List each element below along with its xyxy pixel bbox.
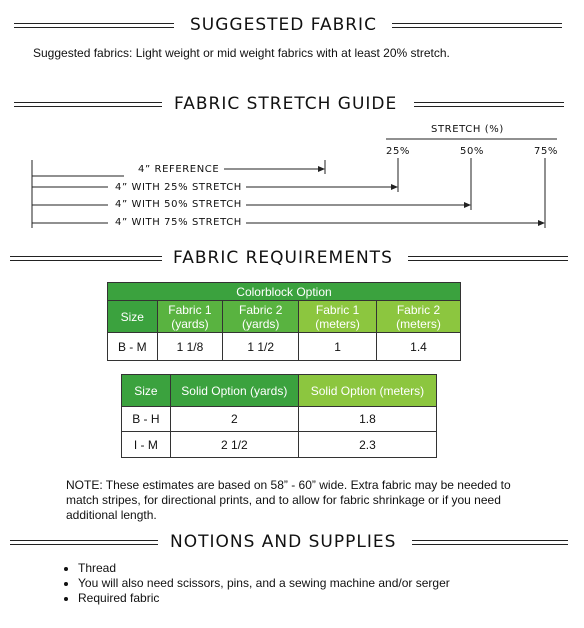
section-heading-notions [0,532,584,556]
heading-title: NOTIONS AND SUPPLIES [170,532,397,552]
heading-title: SUGGESTED FABRIC [190,15,377,35]
stretch-col-ticks [325,158,545,228]
solid-header-meters: Solid Option (meters) [298,375,436,407]
table-cell: 1.4 [377,333,461,361]
table-cell: 1 [299,333,377,361]
table-row [122,432,437,458]
stretch-guide-diagram [0,0,584,240]
table-cell: 1 1/2 [223,333,299,361]
heading-title: FABRIC REQUIREMENTS [173,248,393,268]
section-heading-fabric-requirements [0,248,584,272]
table-cell: 1 1/8 [157,333,223,361]
stretch-col-75: 75% [534,146,559,157]
stretch-col-25: 25% [386,146,411,157]
colorblock-title: Colorblock Option [108,283,461,301]
suggested-fabric-text: Suggested fabrics: Light weight or mid weight fabrics with at least 20% stretch. [33,46,450,60]
table-cell: I - M [122,432,171,458]
heading-rule-left [10,256,162,261]
stretch-row-label-50: 4” WITH 50% STRETCH [115,199,242,210]
stretch-arrow-75 [32,220,545,226]
heading-rule-left [10,540,158,545]
stretch-arrow-25 [32,184,398,190]
table-cell: 2.3 [298,432,436,458]
stretch-row-label-75: 4” WITH 75% STRETCH [115,217,242,228]
colorblock-header-fabric2-meters: Fabric 2 (meters) [377,301,461,333]
solid-header-yards: Solid Option (yards) [170,375,298,407]
table-cell: B - H [122,407,171,432]
colorblock-table [107,282,461,361]
stretch-arrow-50 [32,202,471,208]
table-cell: 2 [170,407,298,432]
colorblock-header-size: Size [108,301,158,333]
list-item: • Required fabric [78,591,450,606]
heading-rule-right [412,540,568,545]
heading-title: FABRIC STRETCH GUIDE [174,94,398,114]
table-row [108,333,461,361]
colorblock-header-fabric1-meters: Fabric 1 (meters) [299,301,377,333]
list-item: • You will also need scissors, pins, and a sewing machine and/or serger [78,576,450,591]
table-row [122,407,437,432]
fabric-note: NOTE: These estimates are based on 58” - 60” wide. Extra fabric may be needed to match stripes, for directional prints, and to allow for fabric shrinkage or if you need additional length. [66,478,511,522]
list-item: • Thread [78,561,450,576]
solid-header-size: Size [122,375,171,407]
colorblock-header-fabric2-yards: Fabric 2 (yards) [223,301,299,333]
stretch-header: STRETCH (%) [431,124,504,135]
table-cell: B - M [108,333,158,361]
solid-table [121,374,437,458]
stretch-arrow-reference [32,166,325,176]
colorblock-header-fabric1-yards: Fabric 1 (yards) [157,301,223,333]
notions-list [62,561,450,606]
stretch-row-label-25: 4” WITH 25% STRETCH [115,182,242,193]
heading-rule-right [408,256,568,261]
table-cell: 2 1/2 [170,432,298,458]
stretch-col-50: 50% [460,146,485,157]
table-cell: 1.8 [298,407,436,432]
stretch-row-label-reference: 4” REFERENCE [138,164,220,175]
